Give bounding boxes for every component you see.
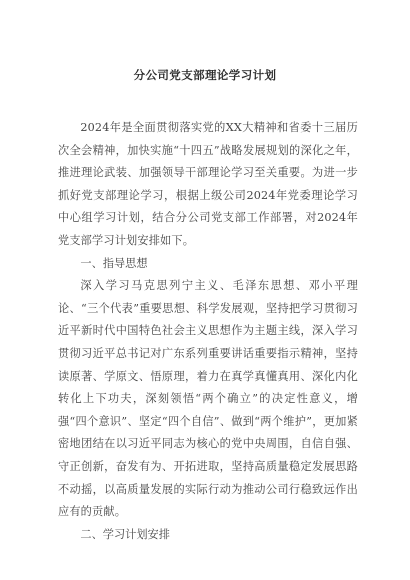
document-title: 分公司党支部理论学习计划 <box>133 68 277 82</box>
document-body <box>58 117 358 546</box>
intro-paragraph: 2024年是全面贯彻落实党的XX大精神和省委十三届历次全会精神，加快实施“十四五”战略发展规划的深化之年，推进理论武装、加强领导干部理论学习至关重要。为进一步抓好党支部理论学习，根据上级公司2024年党委理论学习中心组学习计划，结合分公司党支部工作部署，对2024年党支部学习计划安排如下。 <box>58 121 358 247</box>
section-heading-study-plan: 二、学习计划安排 <box>80 527 170 541</box>
section-heading-guiding-ideology: 一、指导思想 <box>80 256 148 270</box>
guiding-ideology-paragraph: 深入学习马克思列宁主义、毛泽东思想、邓小平理论、“三个代表”重要思想、科学发展观，坚持把学习贯彻习近平新时代中国特色社会主义思想作为主题主线，深入学习贯彻习近平总书记对广东系列重要讲话重要指示精神，坚持读原著、学原文、悟原理，着力在真学真懂真用、深化内化转化上下功夫，深刻领悟“两个确立”的决定性意义，增强“四个意识”、坚定“四个自信”、做到“两个维护”，更加紧密地团结在以习近平同志为核心的党中央周围，自信自强、守正创新，奋发有为、开拓进取，坚持高质量稳定发展思路不动摇，以高质量发展的实际行动为推动公司行稳致远作出应有的贡献。 <box>58 279 358 519</box>
